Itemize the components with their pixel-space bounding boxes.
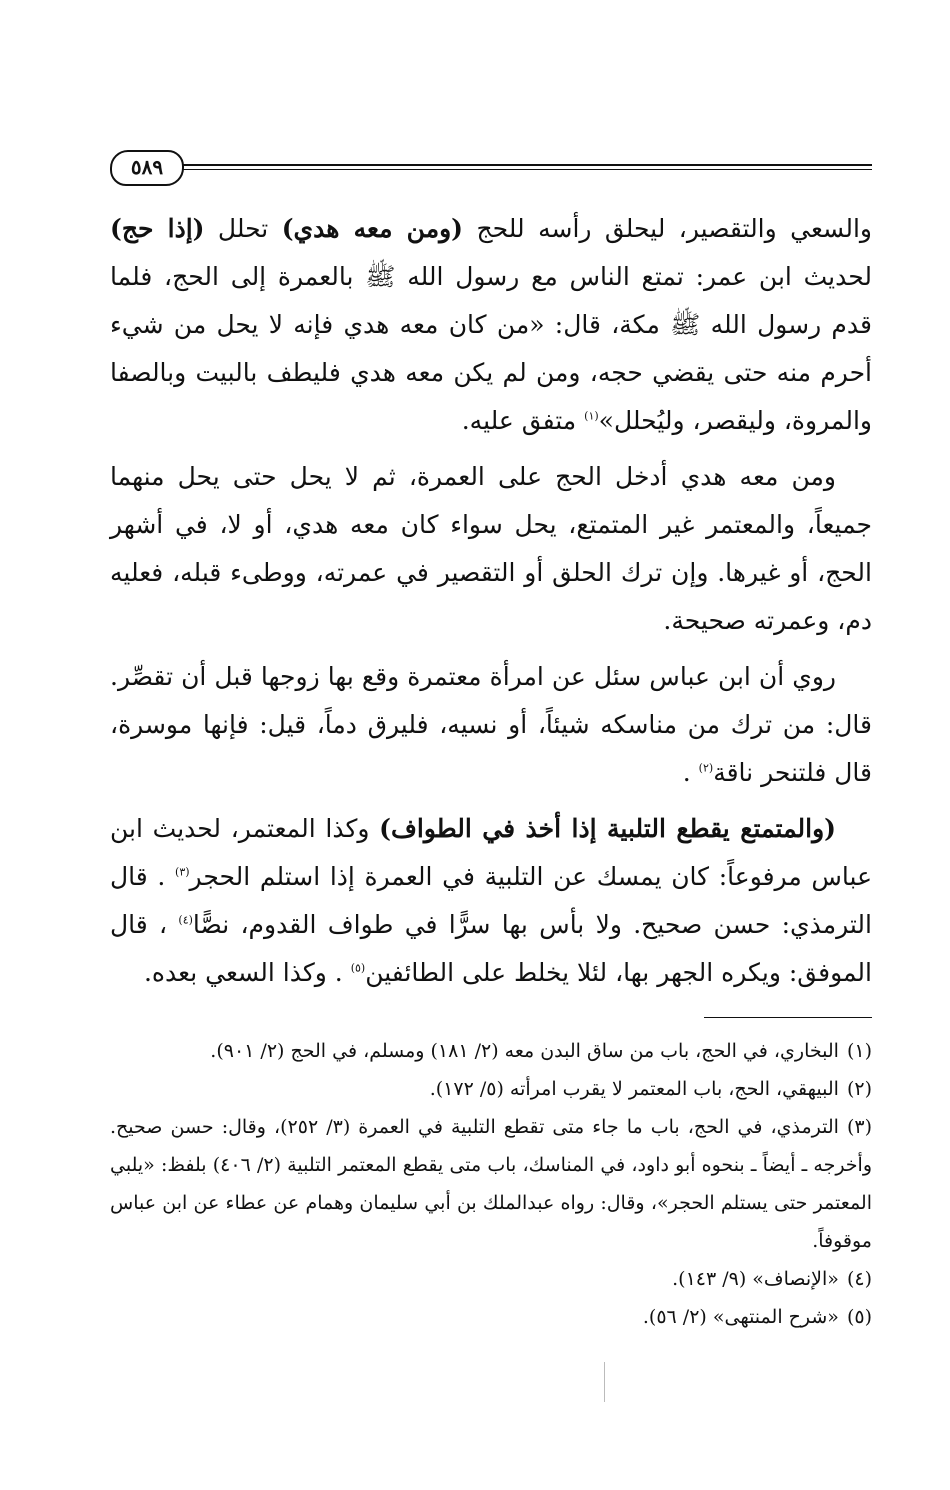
footnotes [110, 1032, 872, 1336]
footnote-number: (٢) [846, 1078, 872, 1100]
footnote-reference: (٣) [175, 865, 190, 879]
footnote-number: (٣) [846, 1116, 872, 1138]
body-text: وكذا المعتمر، لحديث ابن عباس مرفوعاً: كان يمسك عن التلبية في العمرة إذا استلم الحجر [110, 814, 872, 891]
page-crease-mark [604, 1362, 605, 1402]
footnote-reference: (٤) [178, 913, 193, 927]
footnote-number: (٤) [846, 1268, 872, 1290]
body-text: متفق عليه. [461, 406, 585, 435]
body-text: تحلل [204, 214, 282, 243]
body-text: . وكذا السعي بعده. [143, 958, 351, 987]
footnote-reference: (٢) [698, 761, 714, 775]
footnote-item [110, 1298, 872, 1336]
body-text: لحديث ابن عمر: تمتع الناس مع رسول الله ﷺ بالعمرة إلى الحج، فلما قدم رسول الله ﷺ مكة، قال: «من كان معه هدي فإنه لا يحل من شيء أحرم منه حتى يقضي حجه، ومن لم يكن معه هدي فليطف بالبيت وبالصفا والمروة، وليقصر، وليُحلل» [110, 262, 872, 435]
header-rule-thin [170, 169, 872, 170]
footnote-text: «شرح المنتهى» (٢/ ٥٦). [642, 1306, 839, 1328]
body-paragraph [110, 453, 872, 645]
body-text: ومن معه هدي أدخل الحج على العمرة، ثم لا يحل حتى يحل منهما جميعاً، والمعتمر غير المتمتع، يحل سواء كان معه هدي، أو لا، في أشهر الحج، أو غيرها. وإن ترك الحلق أو التقصير في عمرته، ووطىء قبله، فعليه دم، وعمرته صحيحة. [110, 462, 872, 635]
body-text: روي أن ابن عباس سئل عن امرأة معتمرة وقع بها زوجها قبل أن تقصِّر. قال: من ترك من مناسكه شيئاً، أو نسيه، فليرق دماً، قيل: فإنها موسرة، قال فلتنحر ناقة [110, 662, 872, 787]
footnote-text: «الإنصاف» (٩/ ١٤٣). [672, 1268, 839, 1290]
body-text: . [682, 758, 699, 787]
page-header [110, 150, 872, 186]
body-text: . قال الترمذي: حسن صحيح. ولا بأس بها سرًّا في طواف القدوم، نصًّا [110, 862, 872, 939]
body-paragraph [110, 653, 872, 797]
footnote-item [110, 1070, 872, 1108]
body-text: والسعي والتقصير، ليحلق رأسه للحج [463, 214, 872, 243]
matn-text: (إذا حج) [110, 214, 205, 243]
footnote-number: (٥) [846, 1306, 872, 1328]
header-rule [170, 164, 872, 166]
footnote-reference: (٥) [350, 961, 366, 975]
page-number: ٥٨٩ [110, 150, 184, 186]
footnote-separator [704, 1017, 872, 1018]
footnote-text: البخاري، في الحج، باب من ساق البدن معه (٢/ ١٨١) ومسلم، في الحج (٢/ ٩٠١). [210, 1040, 839, 1062]
matn-text: (والمتمتع يقطع التلبية إذا أخذ في الطواف) [379, 814, 836, 843]
footnote-number: (١) [846, 1040, 872, 1062]
footnote-reference: (١) [584, 409, 599, 423]
footnote-item [110, 1032, 872, 1070]
footnote-text: الترمذي، في الحج، باب ما جاء متى تقطع التلبية في العمرة (٣/ ٢٥٢)، وقال: حسن صحيح. وأخرجه ـ أيضاً ـ بنحوه أبو داود، في المناسك، باب متى يقطع المعتمر التلبية (٢/ ٤٠٦) بلفظ: «يلبي المعتمر حتى يستلم الحجر»، وقال: رواه عبدالملك بن أبي سليمان وهمام عن عطاء عن ابن عباس موقوفاً. [110, 1116, 872, 1252]
body-text: ، قال الموفق: ويكره الجهر بها، لئلا يخلط على الطائفين [110, 910, 872, 987]
footnote-item [110, 1108, 872, 1260]
body-paragraph [110, 205, 872, 445]
body-paragraph [110, 805, 872, 997]
footnote-text: البيهقي، الحج، باب المعتمر لا يقرب امرأته (٥/ ١٧٢). [429, 1078, 839, 1100]
main-text [110, 205, 872, 1005]
footnote-item [110, 1260, 872, 1298]
matn-text: (ومن معه هدي) [281, 214, 464, 243]
